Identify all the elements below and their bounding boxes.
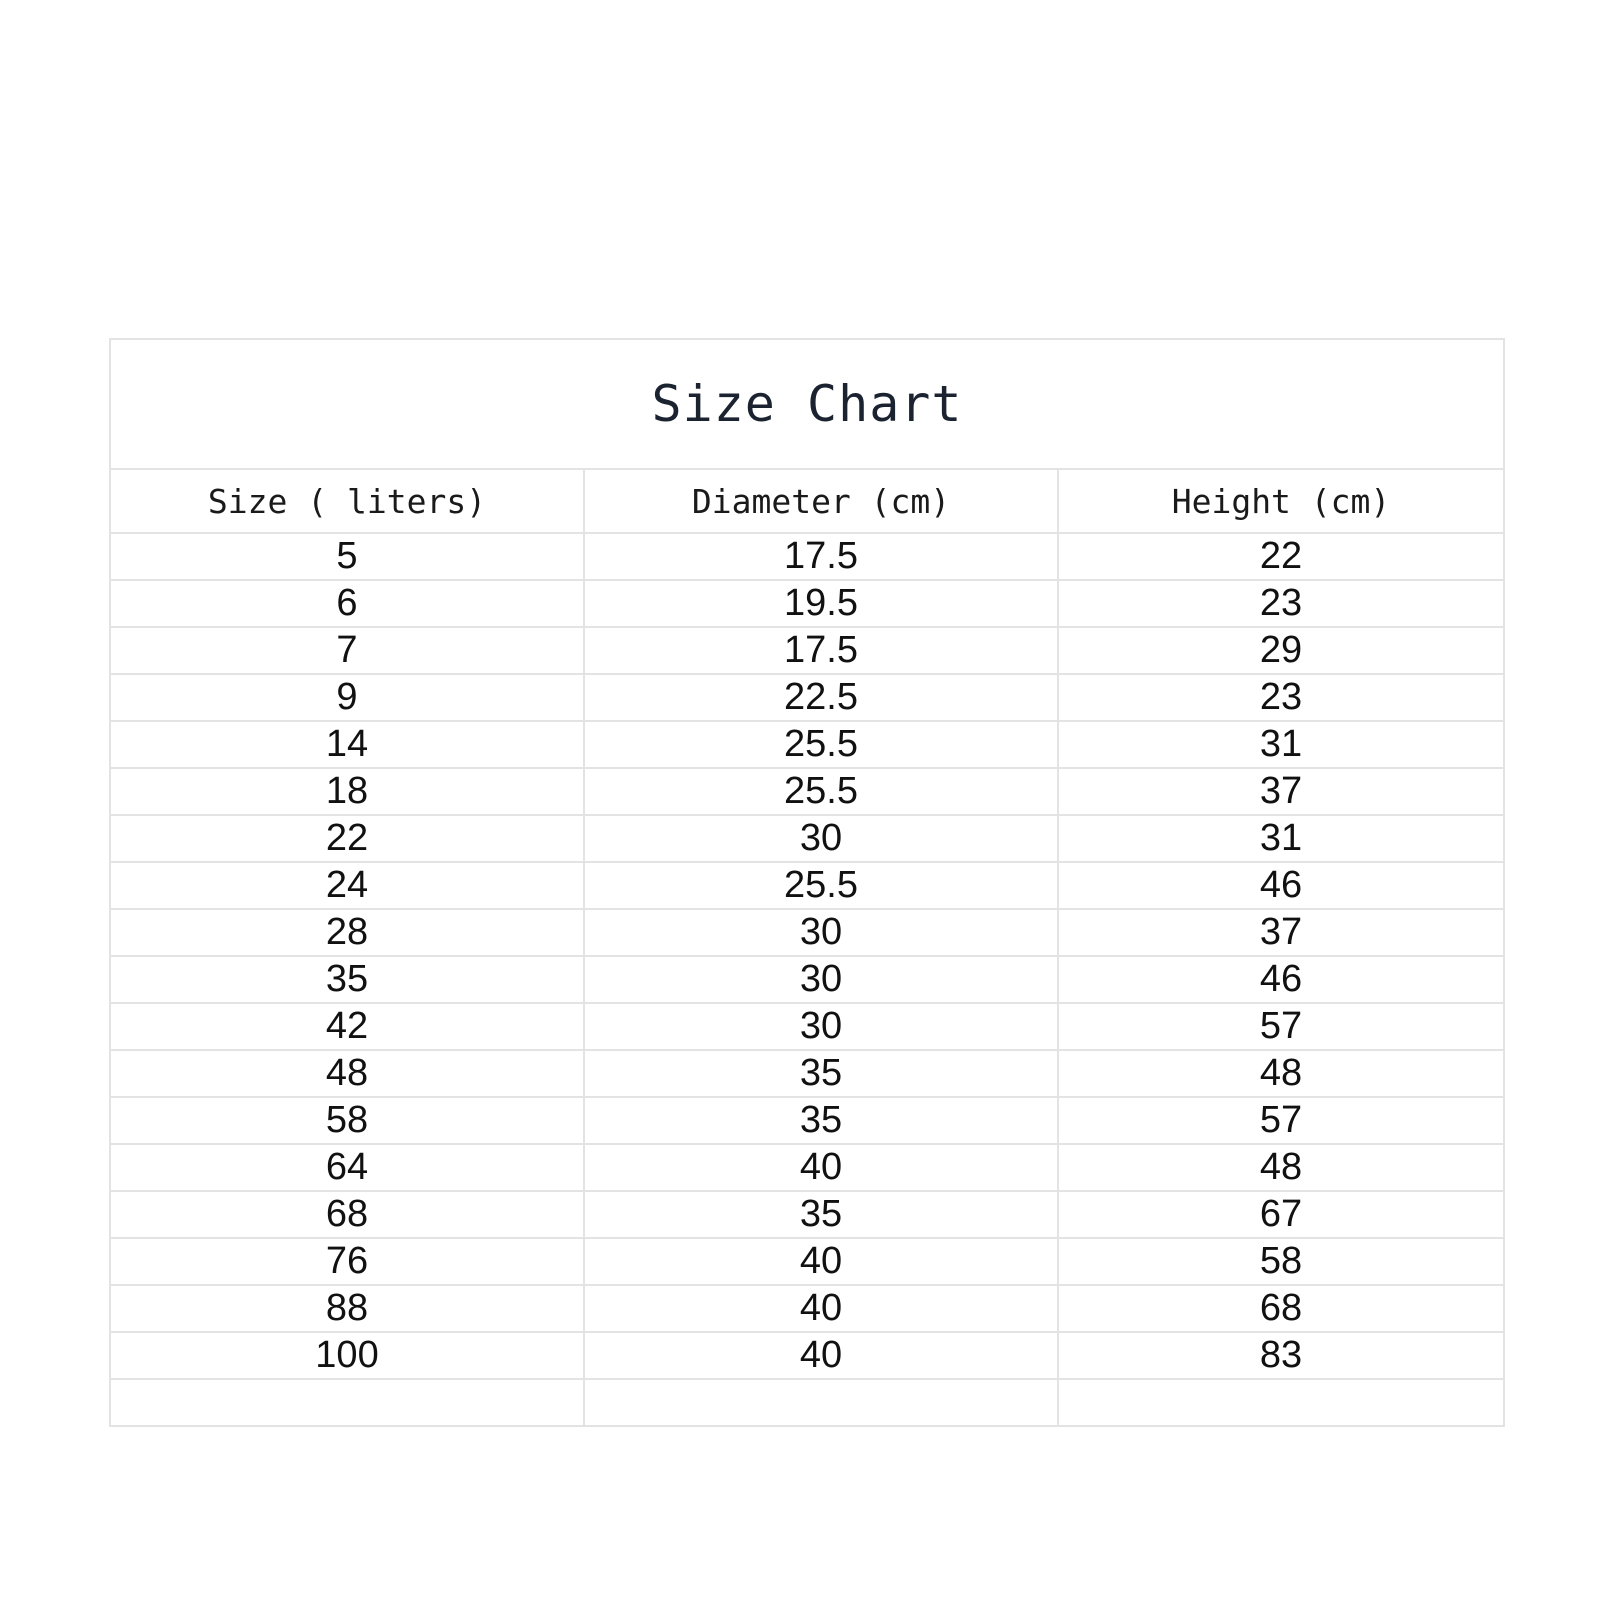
table-row: [110, 815, 1504, 862]
diameter-cell: 30: [584, 956, 1058, 1003]
table-row: [110, 862, 1504, 909]
diameter-cell: 17.5: [584, 533, 1058, 580]
height-cell: 46: [1058, 862, 1504, 909]
height-cell: 48: [1058, 1144, 1504, 1191]
table-row: [110, 627, 1504, 674]
diameter-cell: 22.5: [584, 674, 1058, 721]
diameter-cell: 40: [584, 1332, 1058, 1379]
diameter-cell: 30: [584, 909, 1058, 956]
empty-cell: [584, 1379, 1058, 1426]
diameter-cell: 17.5: [584, 627, 1058, 674]
diameter-cell: 35: [584, 1050, 1058, 1097]
size-cell: 7: [110, 627, 584, 674]
diameter-cell: 30: [584, 815, 1058, 862]
chart-title: Size Chart: [110, 339, 1504, 469]
height-cell: 23: [1058, 580, 1504, 627]
table-row: [110, 1191, 1504, 1238]
size-chart-table: [109, 338, 1505, 1427]
table-row: [110, 721, 1504, 768]
diameter-cell: 19.5: [584, 580, 1058, 627]
table-row: [110, 768, 1504, 815]
height-cell: 22: [1058, 533, 1504, 580]
size-cell: 64: [110, 1144, 584, 1191]
height-cell: 58: [1058, 1238, 1504, 1285]
size-cell: 6: [110, 580, 584, 627]
height-cell: 48: [1058, 1050, 1504, 1097]
height-cell: 23: [1058, 674, 1504, 721]
table-row: [110, 1097, 1504, 1144]
size-cell: 76: [110, 1238, 584, 1285]
diameter-cell: 40: [584, 1144, 1058, 1191]
title-row: [110, 339, 1504, 469]
height-cell: 37: [1058, 768, 1504, 815]
table-row: [110, 580, 1504, 627]
height-cell: 46: [1058, 956, 1504, 1003]
height-cell: 57: [1058, 1003, 1504, 1050]
size-cell: 5: [110, 533, 584, 580]
height-cell: 83: [1058, 1332, 1504, 1379]
size-cell: 14: [110, 721, 584, 768]
table-row: [110, 1285, 1504, 1332]
height-cell: 31: [1058, 721, 1504, 768]
size-cell: 88: [110, 1285, 584, 1332]
height-cell: 31: [1058, 815, 1504, 862]
size-cell: 100: [110, 1332, 584, 1379]
height-cell: 37: [1058, 909, 1504, 956]
empty-cell: [110, 1379, 584, 1426]
diameter-cell: 35: [584, 1191, 1058, 1238]
empty-cell: [1058, 1379, 1504, 1426]
table-row: [110, 956, 1504, 1003]
diameter-cell: 25.5: [584, 721, 1058, 768]
diameter-cell: 35: [584, 1097, 1058, 1144]
table-row: [110, 674, 1504, 721]
size-cell: 22: [110, 815, 584, 862]
size-cell: 48: [110, 1050, 584, 1097]
column-header-diameter: Diameter (cm): [584, 469, 1058, 533]
size-cell: 24: [110, 862, 584, 909]
header-row: [110, 469, 1504, 533]
diameter-cell: 25.5: [584, 768, 1058, 815]
diameter-cell: 25.5: [584, 862, 1058, 909]
table-row: [110, 1003, 1504, 1050]
column-header-size: Size ( liters): [110, 469, 584, 533]
size-cell: 28: [110, 909, 584, 956]
size-chart-sheet: [109, 338, 1503, 1427]
table-row: [110, 1144, 1504, 1191]
table-row: [110, 1238, 1504, 1285]
size-cell: 42: [110, 1003, 584, 1050]
height-cell: 68: [1058, 1285, 1504, 1332]
size-cell: 68: [110, 1191, 584, 1238]
diameter-cell: 30: [584, 1003, 1058, 1050]
column-header-height: Height (cm): [1058, 469, 1504, 533]
size-cell: 35: [110, 956, 584, 1003]
size-cell: 18: [110, 768, 584, 815]
height-cell: 29: [1058, 627, 1504, 674]
table-row: [110, 533, 1504, 580]
table-row: [110, 1332, 1504, 1379]
size-cell: 58: [110, 1097, 584, 1144]
diameter-cell: 40: [584, 1285, 1058, 1332]
table-row: [110, 1050, 1504, 1097]
height-cell: 57: [1058, 1097, 1504, 1144]
height-cell: 67: [1058, 1191, 1504, 1238]
empty-row: [110, 1379, 1504, 1426]
size-cell: 9: [110, 674, 584, 721]
table-row: [110, 909, 1504, 956]
diameter-cell: 40: [584, 1238, 1058, 1285]
